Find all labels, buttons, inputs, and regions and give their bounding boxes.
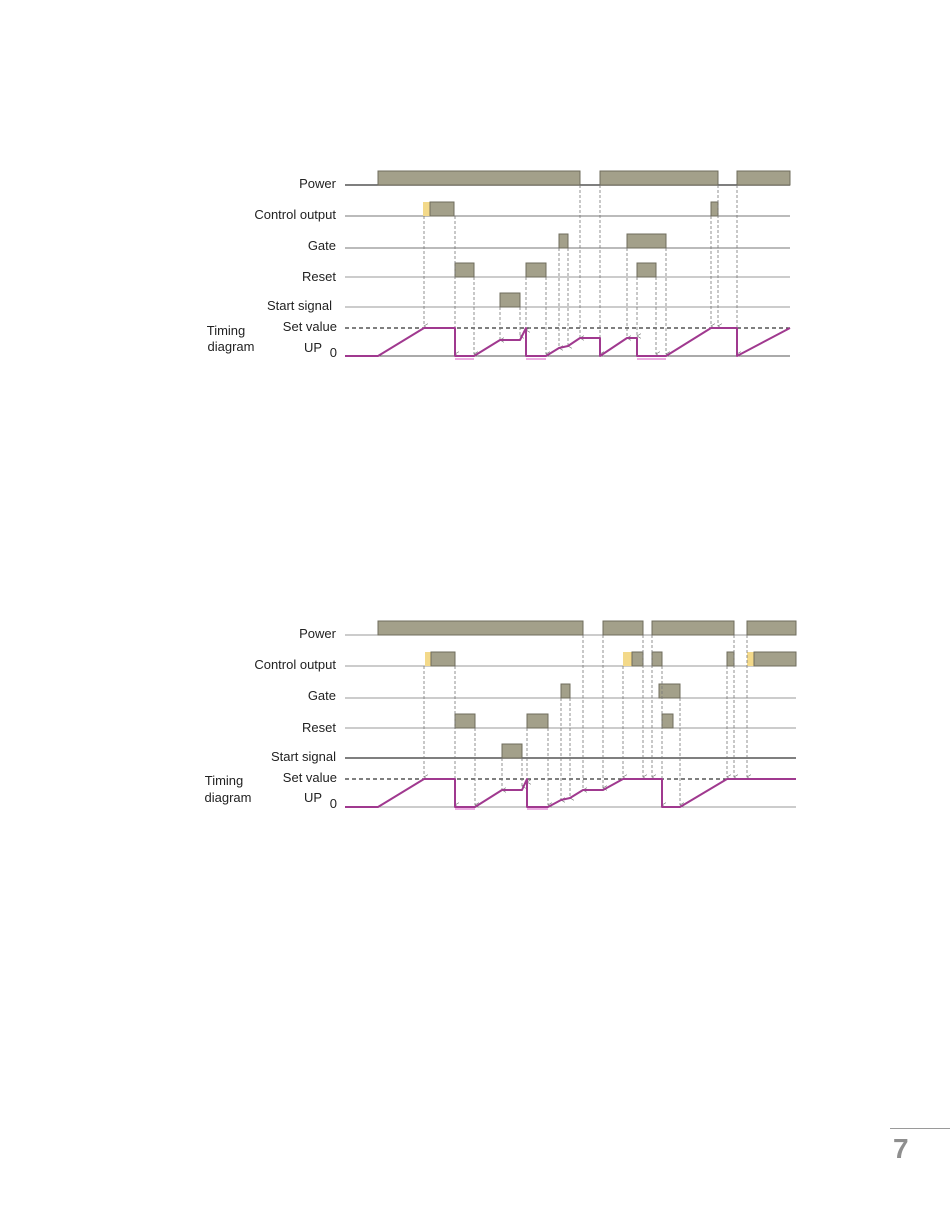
control-output-pulse <box>754 652 796 666</box>
control-output-pulse <box>430 202 454 216</box>
start-signal-label: Start signal <box>266 298 332 313</box>
timing-diagram-2-svg <box>0 610 950 820</box>
control-output-label: Control output <box>254 207 336 222</box>
power-pulse <box>378 621 583 635</box>
reset-pulse <box>527 714 548 728</box>
gate-pulse <box>627 234 666 248</box>
control-output-label: Control output <box>254 657 336 672</box>
control-output-warning-pulse <box>423 202 430 216</box>
control-output-pulse <box>632 652 643 666</box>
timing-label-line1: Timing <box>206 323 246 338</box>
gate-label: Gate <box>307 238 336 253</box>
reset-label: Reset <box>302 269 336 284</box>
control-output-warning-pulse <box>425 652 431 666</box>
start-signal-label: Start signal <box>270 749 336 764</box>
reset-pulse <box>526 263 546 277</box>
power-pulse <box>652 621 734 635</box>
control-output-pulse <box>727 652 734 666</box>
zero-label: 0 <box>329 345 337 360</box>
start-signal-pulse <box>500 293 520 307</box>
timing-diagram-1 <box>0 160 950 370</box>
reset-pulse <box>455 714 475 728</box>
zero-label: 0 <box>329 796 337 811</box>
set-value-label: Set value <box>282 770 337 785</box>
timing-label-line1: Timing <box>204 773 244 788</box>
control-output-warning-pulse <box>623 652 632 666</box>
control-output-pulse <box>431 652 455 666</box>
power-pulse <box>600 171 718 185</box>
reset-pulse <box>455 263 474 277</box>
footer-rule <box>890 1128 950 1129</box>
timing-diagram-2 <box>0 610 950 820</box>
set-value-label: Set value <box>282 319 337 334</box>
timing-label-line2: diagram <box>207 339 255 354</box>
page-number: 7 <box>893 1133 909 1164</box>
reset-label: Reset <box>302 720 336 735</box>
power-label: Power <box>299 626 336 641</box>
power-label: Power <box>299 176 336 191</box>
up-label: UP <box>303 340 322 355</box>
timing-label-line2: diagram <box>204 790 252 805</box>
power-pulse <box>737 171 790 185</box>
timing-ramp <box>345 328 790 356</box>
control-output-warning-pulse <box>747 652 754 666</box>
power-pulse <box>603 621 643 635</box>
timing-diagram-1-svg <box>0 160 950 370</box>
power-pulse <box>378 171 580 185</box>
gate-label: Gate <box>307 688 336 703</box>
gate-pulse <box>559 234 568 248</box>
timing-ramp <box>345 779 796 807</box>
up-label: UP <box>303 790 322 805</box>
control-output-pulse <box>711 202 718 216</box>
control-output-pulse <box>652 652 662 666</box>
start-signal-pulse <box>502 744 522 758</box>
power-pulse <box>747 621 796 635</box>
reset-pulse <box>637 263 656 277</box>
reset-pulse <box>662 714 673 728</box>
gate-pulse <box>561 684 570 698</box>
